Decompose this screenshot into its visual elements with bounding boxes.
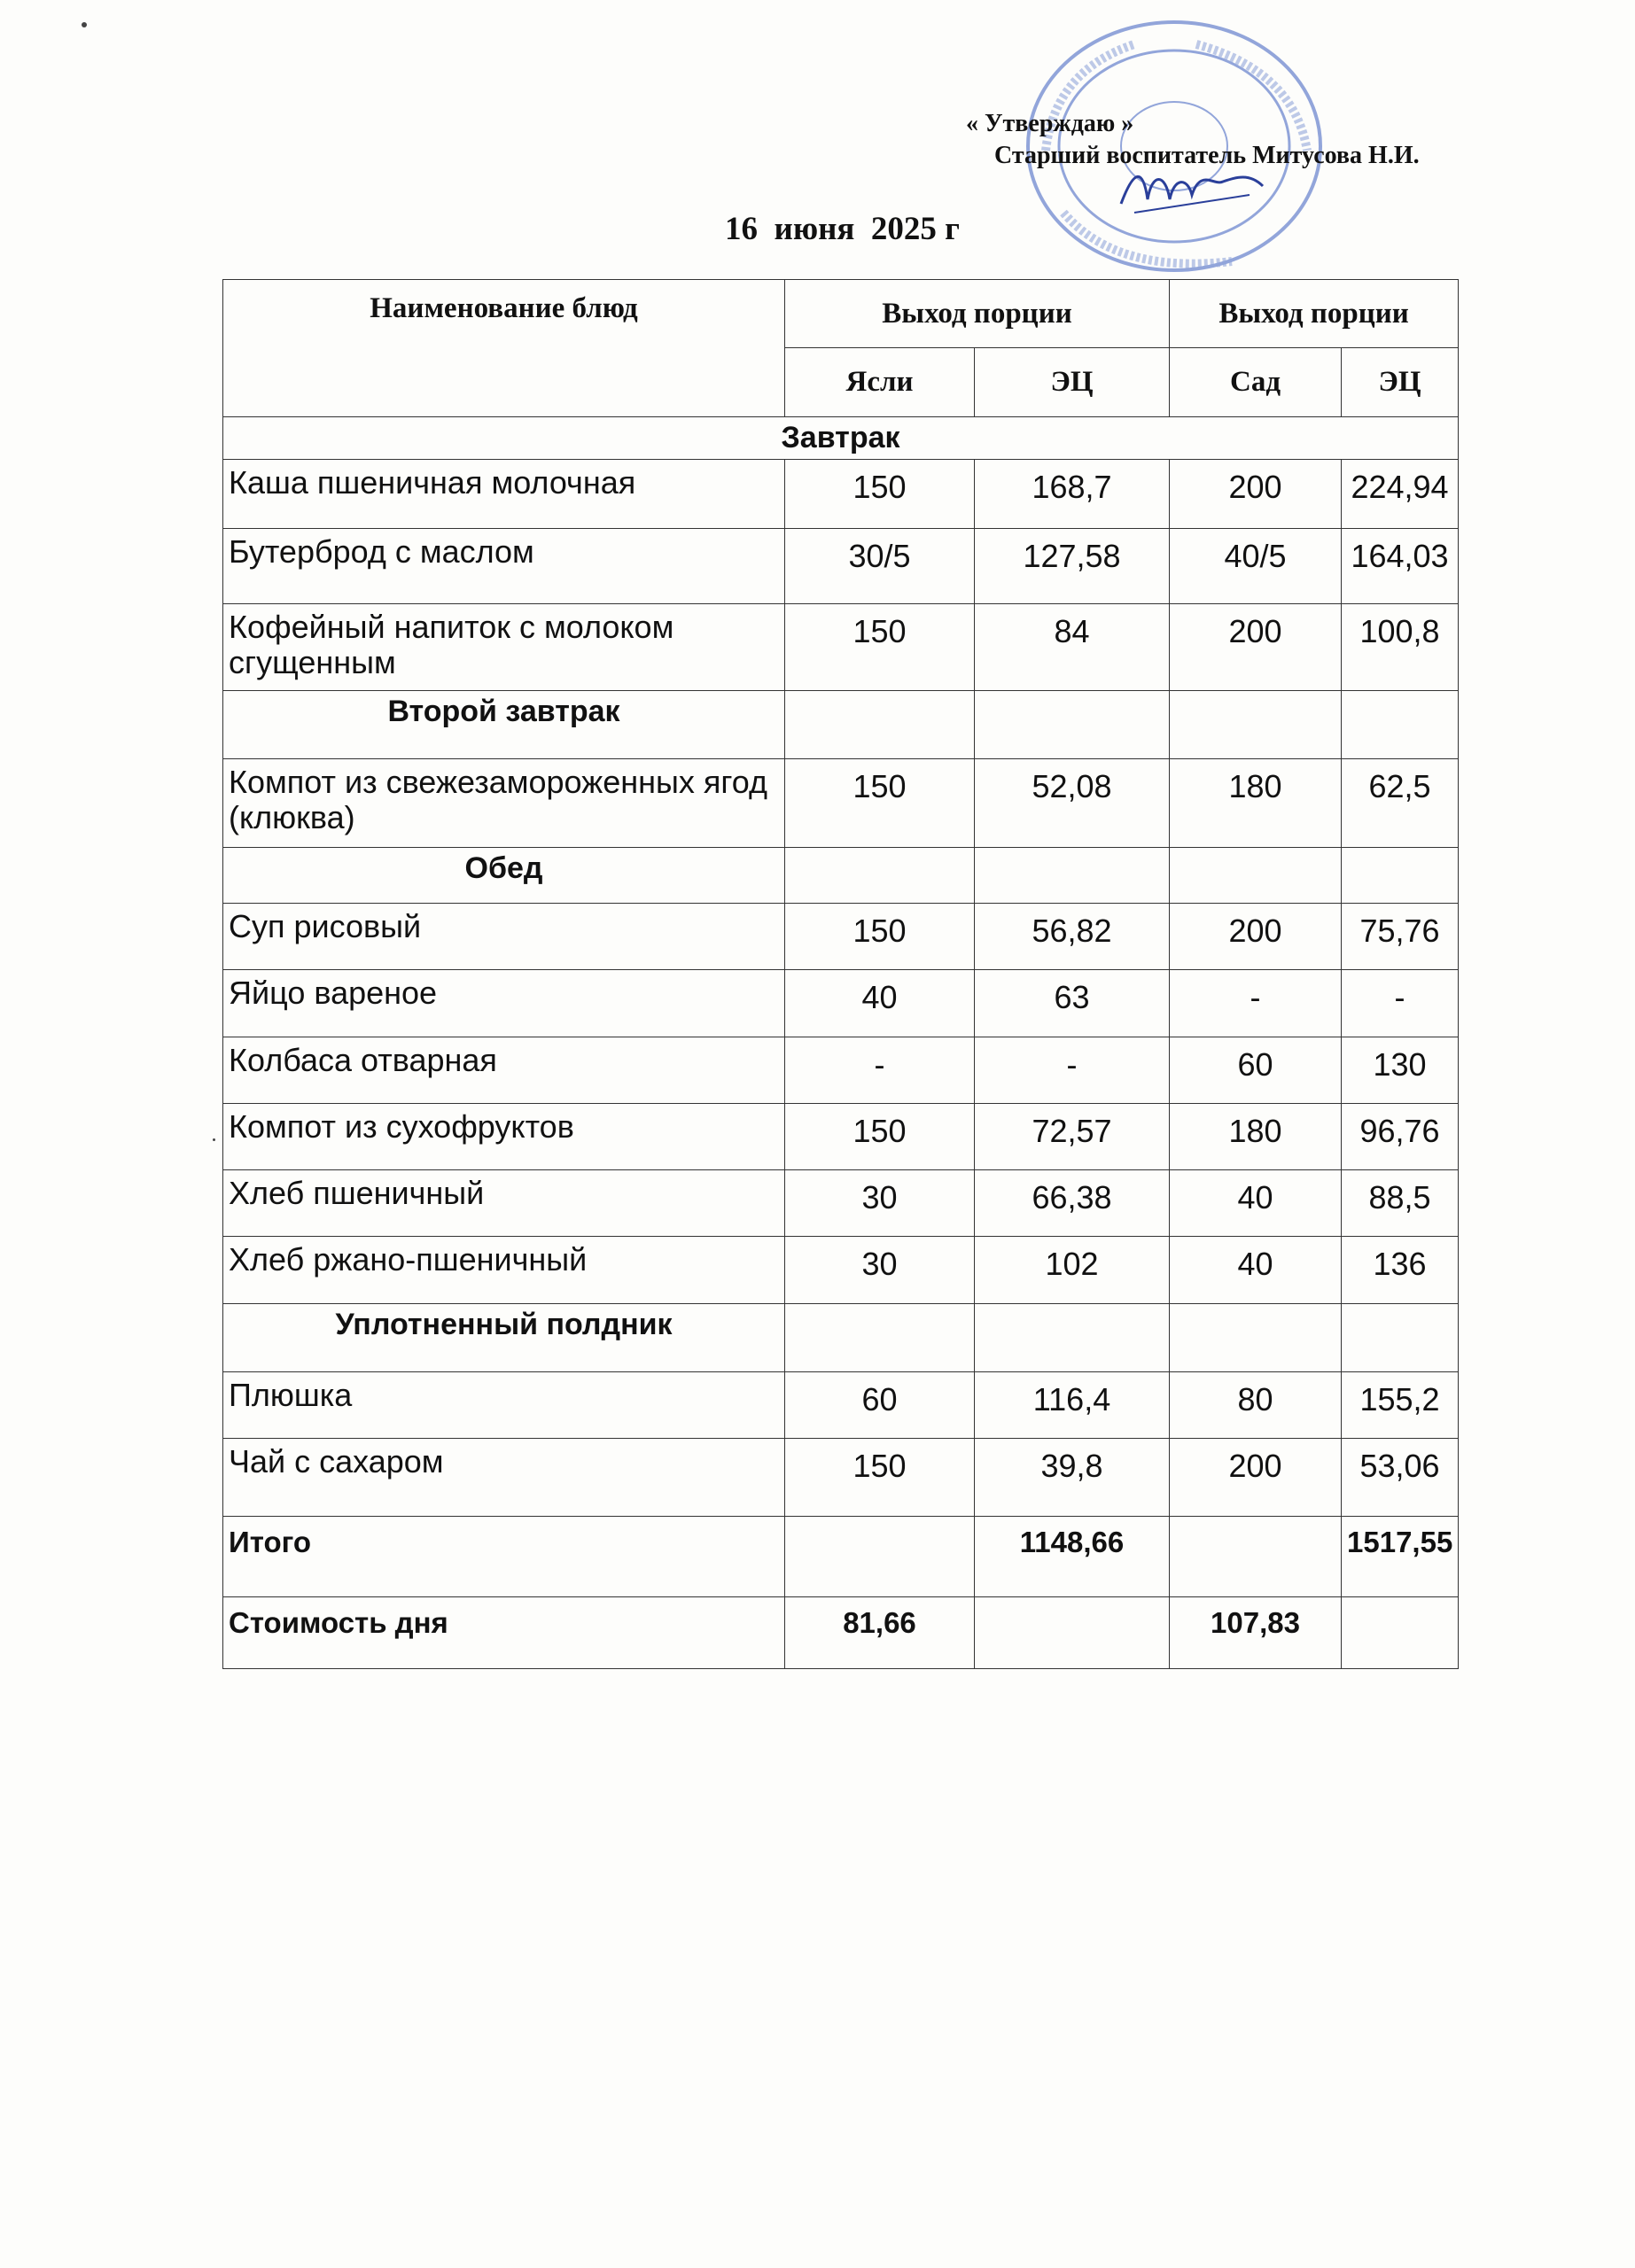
cell: 30 — [785, 1237, 975, 1303]
table-row — [223, 460, 1459, 528]
speck-mark — [82, 22, 87, 27]
cell: 150 — [785, 904, 975, 970]
cell: 1148,66 — [975, 1516, 1170, 1597]
cell: 80 — [1170, 1372, 1342, 1439]
cell: 62,5 — [1342, 759, 1459, 848]
cell: 168,7 — [975, 460, 1170, 528]
cell: 150 — [785, 460, 975, 528]
cell: 155,2 — [1342, 1372, 1459, 1439]
cell — [1170, 1516, 1342, 1597]
cell: 102 — [975, 1237, 1170, 1303]
table-row — [223, 759, 1459, 848]
cell: 180 — [1170, 1103, 1342, 1169]
cell: 150 — [785, 1103, 975, 1169]
approval-signatory: Старший воспитатель Митусова Н.И. — [994, 142, 1420, 169]
cell: 224,94 — [1342, 460, 1459, 528]
cell — [975, 1597, 1170, 1669]
dish-name: Компот из свежезамороженных ягод (клюква) — [223, 759, 785, 848]
dish-name: Хлеб пшеничный — [223, 1170, 785, 1237]
cell: 200 — [1170, 904, 1342, 970]
table-row — [223, 604, 1459, 691]
cell: 164,03 — [1342, 528, 1459, 603]
cell: 39,8 — [975, 1439, 1170, 1517]
cell: 200 — [1170, 604, 1342, 691]
cell: 88,5 — [1342, 1170, 1459, 1237]
section-row — [223, 416, 1459, 460]
dish-name: Каша пшеничная молочная — [223, 460, 785, 528]
table-row — [223, 1037, 1459, 1103]
dish-name: Колбаса отварная — [223, 1037, 785, 1103]
cell: 116,4 — [975, 1372, 1170, 1439]
cost-label: Стоимость дня — [223, 1597, 785, 1669]
cell: 150 — [785, 759, 975, 848]
dish-name: Бутерброд с маслом — [223, 528, 785, 603]
table-row — [223, 904, 1459, 970]
dish-name: Хлеб ржано-пшеничный — [223, 1237, 785, 1303]
cell: 136 — [1342, 1237, 1459, 1303]
cell: 40 — [1170, 1170, 1342, 1237]
cell: 40 — [1170, 1237, 1342, 1303]
header-sad: Сад — [1170, 348, 1342, 416]
section-title: Второй завтрак — [223, 690, 785, 758]
cell: 81,66 — [785, 1597, 975, 1669]
cell: 200 — [1170, 1439, 1342, 1517]
section-row — [223, 690, 1459, 758]
cell: 72,57 — [975, 1103, 1170, 1169]
dish-name: Кофейный напиток с молоком сгущенным — [223, 604, 785, 691]
cell: 84 — [975, 604, 1170, 691]
table-row — [223, 1439, 1459, 1517]
approval-title: « Утверждаю » — [966, 110, 1134, 137]
table-row — [223, 528, 1459, 603]
cell: 107,83 — [1170, 1597, 1342, 1669]
dish-name: Компот из сухофруктов — [223, 1103, 785, 1169]
cell — [785, 1516, 975, 1597]
dish-name: Суп рисовый — [223, 904, 785, 970]
table-row — [223, 1237, 1459, 1303]
dish-name: Чай с сахаром — [223, 1439, 785, 1517]
cell: 130 — [1342, 1037, 1459, 1103]
cell — [1342, 1597, 1459, 1669]
table-row — [223, 970, 1459, 1037]
cell: 150 — [785, 604, 975, 691]
section-title: Обед — [223, 847, 785, 903]
section-row — [223, 847, 1459, 903]
cell: - — [1342, 970, 1459, 1037]
cell: 60 — [1170, 1037, 1342, 1103]
cell: 150 — [785, 1439, 975, 1517]
menu-date: 16 июня 2025 г — [725, 211, 960, 247]
cell: - — [975, 1037, 1170, 1103]
cell: 75,76 — [1342, 904, 1459, 970]
menu-table — [222, 279, 1459, 1669]
table-header-row — [223, 280, 1459, 348]
cell: 52,08 — [975, 759, 1170, 848]
cell: 30/5 — [785, 528, 975, 603]
cell: 127,58 — [975, 528, 1170, 603]
header-group-1: Выход порции — [785, 280, 1170, 348]
cell: 40/5 — [1170, 528, 1342, 603]
header-group-2: Выход порции — [1170, 280, 1459, 348]
header-dish-name: Наименование блюд — [223, 280, 785, 417]
cell: 53,06 — [1342, 1439, 1459, 1517]
table-row — [223, 1170, 1459, 1237]
cell: 100,8 — [1342, 604, 1459, 691]
cell: 60 — [785, 1372, 975, 1439]
section-title: Завтрак — [223, 416, 1459, 460]
header-ec-1: ЭЦ — [975, 348, 1170, 416]
cell: - — [1170, 970, 1342, 1037]
cell: 40 — [785, 970, 975, 1037]
cell: 200 — [1170, 460, 1342, 528]
speck-mark — [213, 1138, 215, 1141]
cell: 180 — [1170, 759, 1342, 848]
cell: 96,76 — [1342, 1103, 1459, 1169]
total-row — [223, 1516, 1459, 1597]
header-yasli: Ясли — [785, 348, 975, 416]
header-ec-2: ЭЦ — [1342, 348, 1459, 416]
section-row — [223, 1303, 1459, 1371]
approval-block — [966, 108, 1420, 172]
cell: - — [785, 1037, 975, 1103]
table-row — [223, 1103, 1459, 1169]
dish-name: Плюшка — [223, 1372, 785, 1439]
cell: 63 — [975, 970, 1170, 1037]
cell: 66,38 — [975, 1170, 1170, 1237]
cell: 30 — [785, 1170, 975, 1237]
cost-row — [223, 1597, 1459, 1669]
table-row — [223, 1372, 1459, 1439]
section-title: Уплотненный полдник — [223, 1303, 785, 1371]
cell: 56,82 — [975, 904, 1170, 970]
total-label: Итого — [223, 1516, 785, 1597]
dish-name: Яйцо вареное — [223, 970, 785, 1037]
cell: 1517,55 — [1342, 1516, 1459, 1597]
